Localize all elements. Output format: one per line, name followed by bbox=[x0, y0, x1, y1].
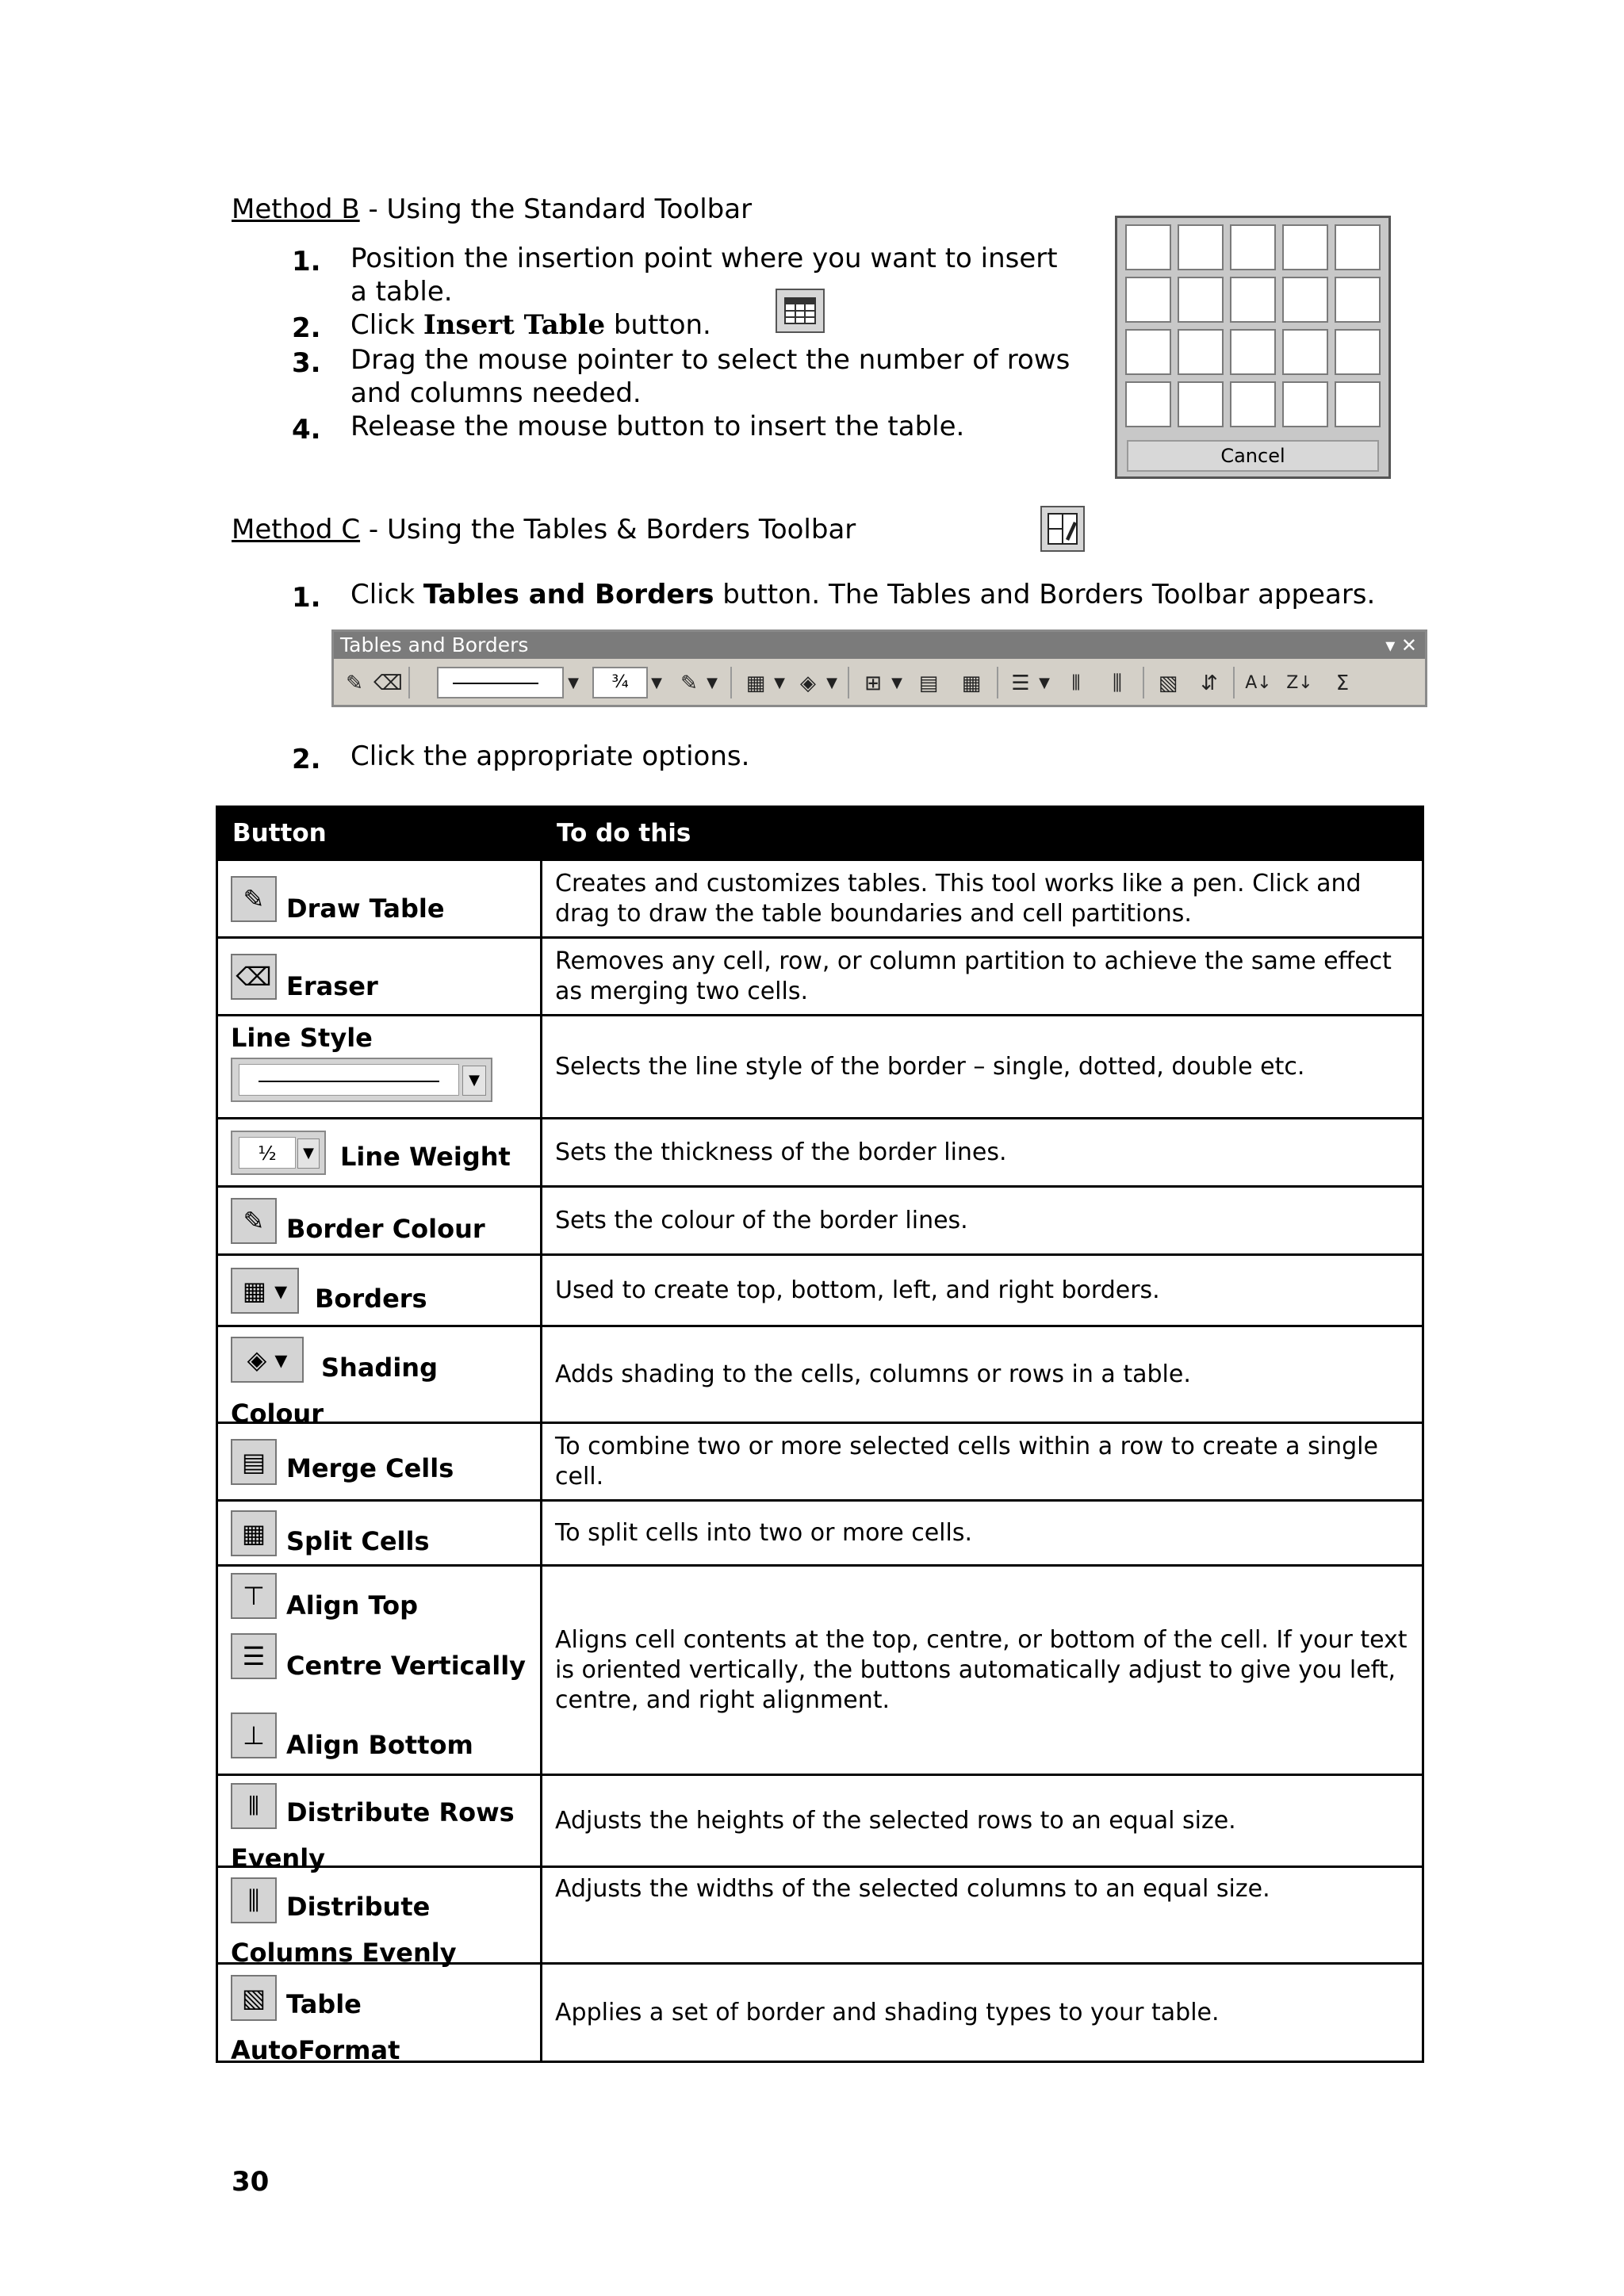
button-cell bbox=[217, 1566, 542, 1775]
step-text: Click the appropriate options. bbox=[350, 740, 750, 772]
button-cell bbox=[217, 1867, 542, 1968]
step-text: and columns needed. bbox=[350, 377, 642, 409]
table-autoformat-icon: ▧ bbox=[231, 1975, 277, 2021]
step-number: 1. bbox=[292, 246, 321, 277]
method-b-title: - Using the Standard Toolbar bbox=[359, 193, 753, 225]
draw-table-icon: ✎ bbox=[231, 876, 277, 922]
page-number: 30 bbox=[232, 2166, 270, 2198]
grid-cell[interactable] bbox=[1335, 381, 1381, 427]
description-cell: Sets the thickness of the border lines. bbox=[542, 1119, 1423, 1187]
step-number: 2. bbox=[292, 312, 321, 344]
table-header-row bbox=[217, 807, 1423, 860]
button-cell bbox=[217, 1255, 542, 1326]
distribute-rows-icon: ⫴ bbox=[231, 1783, 277, 1829]
button-name: Borders bbox=[315, 1283, 427, 1314]
table-row bbox=[217, 1016, 1423, 1119]
button-cell bbox=[217, 1423, 542, 1501]
chevron-down-icon[interactable]: ▼ bbox=[774, 675, 785, 691]
toolbar-window-controls[interactable]: ▾ ✕ bbox=[1385, 634, 1417, 656]
description-cell: Sets the colour of the border lines. bbox=[542, 1187, 1423, 1255]
table-row bbox=[217, 1255, 1423, 1326]
grid-cell[interactable] bbox=[1230, 381, 1276, 427]
description-cell: Aligns cell contents at the top, centre, or bottom of the cell. If your text is oriented vertically, the buttons automatically adjust to give you left, centre, and right alignment. bbox=[542, 1566, 1423, 1775]
align-icon[interactable]: ☰ bbox=[1011, 672, 1030, 695]
button-cell bbox=[217, 1964, 542, 2065]
chevron-down-icon[interactable]: ▼ bbox=[891, 675, 902, 691]
distribute-columns-icon: ⫼ bbox=[231, 1877, 277, 1923]
chevron-down-icon[interactable]: ▼ bbox=[826, 675, 837, 691]
step-text-post: button. The Tables and Borders Toolbar appears. bbox=[714, 579, 1376, 610]
step-text bbox=[350, 309, 711, 342]
table-row bbox=[217, 1119, 1423, 1187]
step-text: Release the mouse button to insert the table. bbox=[350, 411, 965, 442]
step-text-post: button. bbox=[605, 309, 711, 341]
shading-colour-icon: ◈ ▾ bbox=[231, 1337, 304, 1383]
method-b-label: Method B bbox=[232, 193, 360, 225]
distribute-columns-icon[interactable]: ⫼ bbox=[1113, 672, 1122, 695]
table-row bbox=[217, 1964, 1423, 2062]
toolbar-separator bbox=[730, 667, 732, 698]
align-top-icon: ⊤ bbox=[231, 1573, 277, 1619]
method-b-heading bbox=[232, 193, 752, 225]
split-cells-icon: ▦ bbox=[231, 1510, 277, 1556]
tables-and-borders-toolbar bbox=[331, 629, 1427, 707]
toolbar-separator bbox=[1143, 667, 1144, 698]
toolbar-separator bbox=[997, 667, 998, 698]
insert-table-icon[interactable]: ⊞ bbox=[864, 672, 882, 695]
insert-table-grid-picker bbox=[1115, 216, 1391, 479]
grid-cell[interactable] bbox=[1282, 277, 1328, 323]
table-row bbox=[217, 1187, 1423, 1255]
button-name: Align Bottom bbox=[286, 1730, 473, 1760]
borders-icon[interactable]: ▦ bbox=[745, 672, 766, 695]
grid-cell[interactable] bbox=[1230, 329, 1276, 375]
grid-cell[interactable] bbox=[1335, 224, 1381, 270]
grid-cell[interactable] bbox=[1335, 329, 1381, 375]
grid-cell[interactable] bbox=[1125, 277, 1171, 323]
button-cell bbox=[217, 1119, 542, 1187]
split-cells-icon[interactable]: ▦ bbox=[961, 672, 982, 695]
cancel-button[interactable]: Cancel bbox=[1127, 440, 1379, 472]
merge-cells-icon[interactable]: ▤ bbox=[918, 672, 939, 695]
tables-and-borders-icon bbox=[1040, 506, 1085, 552]
grid-cell[interactable] bbox=[1282, 381, 1328, 427]
line-style-select[interactable] bbox=[437, 667, 564, 698]
button-name: Merge Cells bbox=[286, 1452, 454, 1483]
button-cell bbox=[217, 1326, 542, 1429]
chevron-down-icon: ▼ bbox=[462, 1066, 486, 1096]
insert-table-icon bbox=[776, 289, 825, 333]
button-name: Eraser bbox=[286, 970, 378, 1001]
button-cell bbox=[217, 1501, 542, 1566]
button-name: Centre Vertically bbox=[286, 1651, 527, 1681]
grid-cell[interactable] bbox=[1282, 224, 1328, 270]
merge-cells-icon: ▤ bbox=[231, 1439, 277, 1485]
table-row bbox=[217, 1326, 1423, 1423]
line-style-select bbox=[231, 1058, 492, 1102]
table-row bbox=[217, 860, 1423, 938]
table-row bbox=[217, 1423, 1423, 1501]
step-text-pre: Click bbox=[350, 579, 423, 610]
description-cell: Adjusts the heights of the selected rows to an equal size. bbox=[542, 1775, 1423, 1867]
step-text-pre: Click bbox=[350, 309, 423, 341]
step-text: Position the insertion point where you want to insert bbox=[350, 243, 1058, 274]
description-cell: Removes any cell, row, or column partition to achieve the same effect as merging two cells. bbox=[542, 938, 1423, 1016]
shading-colour-icon[interactable]: ◈ bbox=[800, 672, 816, 695]
table-row bbox=[217, 1501, 1423, 1566]
button-cell bbox=[217, 1775, 542, 1873]
step-number: 1. bbox=[292, 582, 321, 614]
change-text-direction-icon[interactable]: ⇵ bbox=[1201, 672, 1218, 695]
chevron-down-icon[interactable]: ▼ bbox=[707, 675, 718, 691]
method-c-label: Method C bbox=[232, 514, 361, 545]
chevron-down-icon[interactable]: ▼ bbox=[568, 675, 579, 691]
method-c-title: - Using the Tables & Borders Toolbar bbox=[360, 514, 856, 545]
step-number: 2. bbox=[292, 744, 321, 775]
autosum-icon[interactable]: Σ bbox=[1335, 672, 1350, 695]
button-cell bbox=[217, 1187, 542, 1255]
grid-cell[interactable] bbox=[1178, 277, 1224, 323]
column-header-button: Button bbox=[217, 807, 542, 860]
table-row bbox=[217, 1566, 1423, 1775]
line-weight-select bbox=[231, 1131, 326, 1175]
description-cell: To split cells into two or more cells. bbox=[542, 1501, 1423, 1566]
line-weight-select[interactable]: ¾ bbox=[592, 667, 648, 698]
button-name: Line Weight bbox=[340, 1141, 511, 1172]
description-cell: Applies a set of border and shading types to your table. bbox=[542, 1964, 1423, 2062]
sort-ascending-icon[interactable]: A↓ bbox=[1245, 673, 1272, 693]
grid-cell[interactable] bbox=[1125, 224, 1171, 270]
tables-and-borders-label: Tables and Borders bbox=[423, 579, 714, 610]
toolbar-title: Tables and Borders bbox=[340, 633, 529, 656]
toolbar-separator bbox=[848, 667, 849, 698]
distribute-rows-icon[interactable]: ⫴ bbox=[1071, 672, 1081, 695]
button-name: Line Style bbox=[231, 1023, 373, 1053]
chevron-down-icon[interactable]: ▼ bbox=[1039, 675, 1050, 691]
description-cell: To combine two or more selected cells within a row to create a single cell. bbox=[542, 1423, 1423, 1501]
chevron-down-icon: ▼ bbox=[297, 1138, 320, 1169]
description-cell: Adjusts the widths of the selected columns to an equal size. bbox=[542, 1867, 1423, 1964]
line-weight-value: ½ bbox=[239, 1137, 296, 1169]
step-text: a table. bbox=[350, 276, 453, 308]
column-header-description: To do this bbox=[542, 807, 1423, 860]
table-row bbox=[217, 938, 1423, 1016]
step-number: 4. bbox=[292, 414, 321, 446]
eraser-icon[interactable]: ⌫ bbox=[373, 672, 403, 695]
button-name: Align Top bbox=[286, 1590, 418, 1621]
grid-cell[interactable] bbox=[1125, 329, 1171, 375]
table-autoformat-icon[interactable]: ▧ bbox=[1158, 672, 1178, 695]
description-cell: Creates and customizes tables. This tool works like a pen. Click and drag to draw the table boundaries and cell partitions. bbox=[542, 860, 1423, 938]
grid-cell[interactable] bbox=[1178, 381, 1224, 427]
borders-icon: ▦ ▾ bbox=[231, 1268, 299, 1314]
border-colour-icon: ✎ bbox=[231, 1198, 277, 1244]
insert-table-label: Insert Table bbox=[423, 309, 606, 341]
toolbar-separator bbox=[1233, 667, 1235, 698]
button-name: Border Colour bbox=[286, 1213, 485, 1244]
description-cell: Adds shading to the cells, columns or rows in a table. bbox=[542, 1326, 1423, 1423]
grid-cell[interactable] bbox=[1178, 224, 1224, 270]
grid-cell[interactable] bbox=[1230, 224, 1276, 270]
button-cell bbox=[217, 1016, 542, 1119]
step-number: 3. bbox=[292, 347, 321, 379]
description-cell: Selects the line style of the border – single, dotted, double etc. bbox=[542, 1016, 1423, 1119]
button-name: Distribute Rows Evenly bbox=[231, 1797, 515, 1873]
button-name: Table AutoFormat bbox=[231, 1988, 400, 2065]
toolbar-separator bbox=[408, 667, 410, 698]
step-text bbox=[350, 579, 1375, 611]
table-row bbox=[217, 1775, 1423, 1867]
button-name: Draw Table bbox=[286, 893, 445, 924]
button-cell bbox=[217, 860, 542, 938]
sort-descending-icon[interactable]: Z↓ bbox=[1286, 673, 1313, 693]
centre-vertically-icon: ☰ bbox=[231, 1633, 277, 1679]
button-cell bbox=[217, 938, 542, 1016]
grid-cell[interactable] bbox=[1178, 329, 1224, 375]
grid-cell[interactable] bbox=[1230, 277, 1276, 323]
step-text: Drag the mouse pointer to select the number of rows bbox=[350, 344, 1071, 376]
grid-cell[interactable] bbox=[1125, 381, 1171, 427]
chevron-down-icon[interactable]: ▼ bbox=[651, 675, 662, 691]
eraser-icon: ⌫ bbox=[231, 954, 277, 1000]
draw-table-icon[interactable]: ✎ bbox=[346, 672, 363, 695]
button-name: Distribute Columns Evenly bbox=[231, 1891, 457, 1968]
description-cell: Used to create top, bottom, left, and right borders. bbox=[542, 1255, 1423, 1326]
grid-cell[interactable] bbox=[1282, 329, 1328, 375]
button-name: Shading Colour bbox=[231, 1352, 438, 1429]
method-c-heading bbox=[232, 514, 856, 545]
border-colour-icon[interactable]: ✎ bbox=[680, 672, 698, 695]
align-bottom-icon: ⊥ bbox=[231, 1712, 277, 1758]
button-name: Split Cells bbox=[286, 1525, 430, 1556]
toolbar-title-bar bbox=[334, 632, 1425, 659]
table-row bbox=[217, 1867, 1423, 1964]
button-reference-table bbox=[216, 806, 1424, 2063]
grid-cell[interactable] bbox=[1335, 277, 1381, 323]
